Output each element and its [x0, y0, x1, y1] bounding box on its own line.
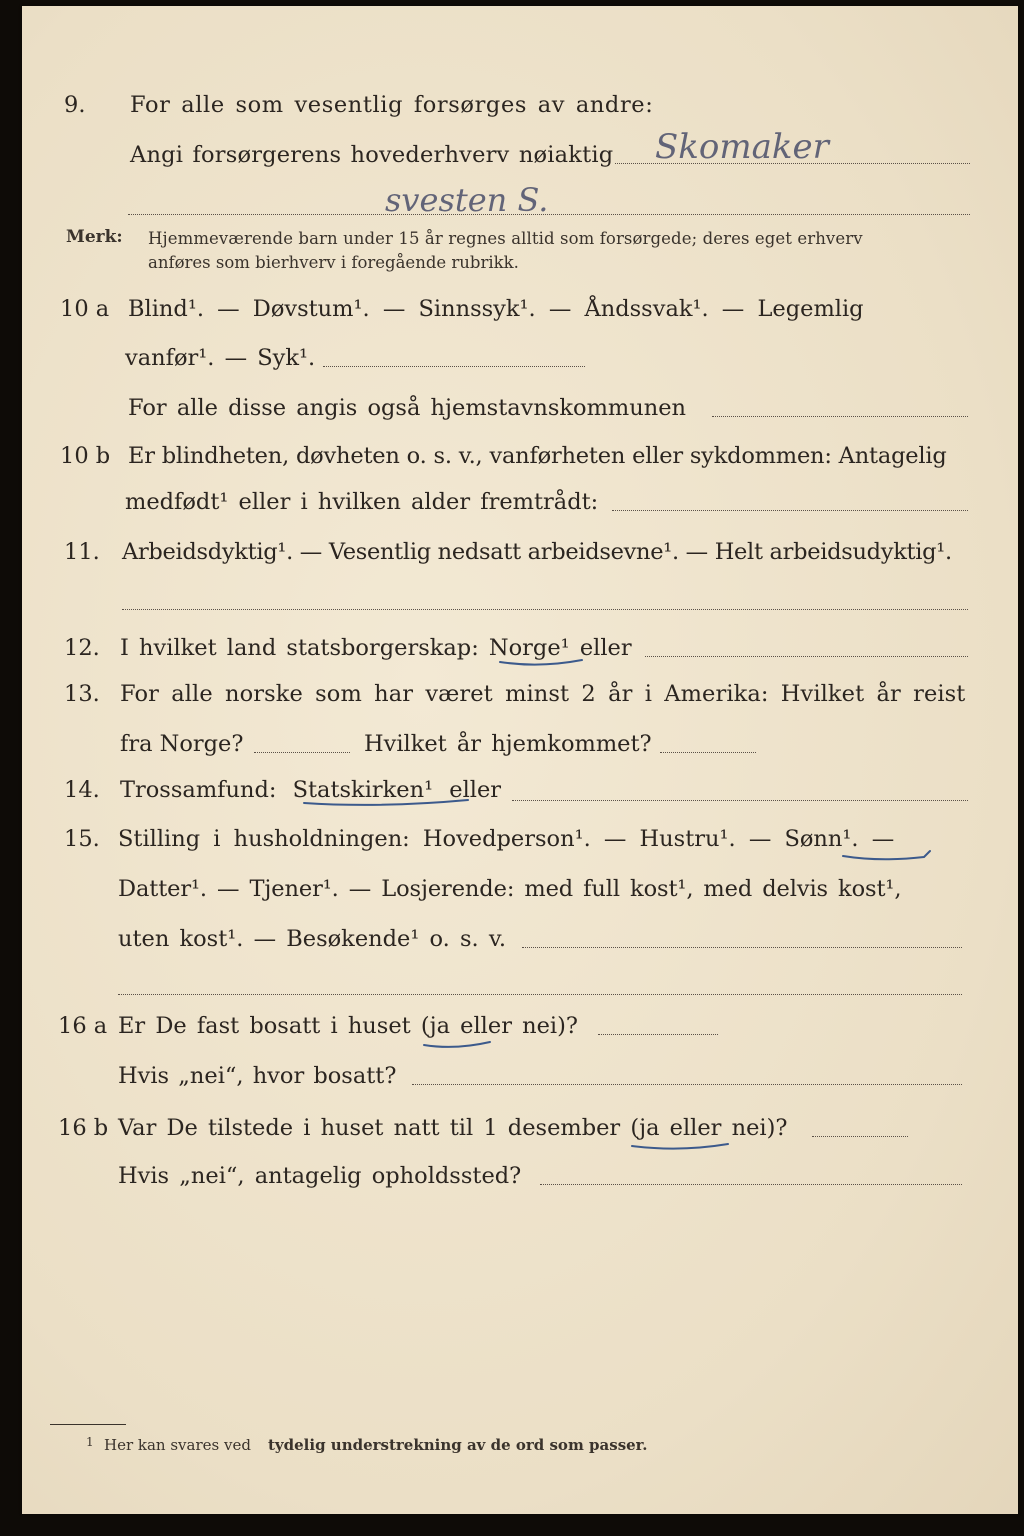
- q10b-answer-line: [612, 510, 968, 511]
- q10b-line2: medfødt¹ eller i hvilken alder fremtrådt:: [125, 489, 599, 515]
- q13-line2b: Hvilket år hjemkommet?: [364, 731, 652, 757]
- merk-line2: anføres som bierhverv i foregående rubrikk.: [148, 253, 519, 272]
- q16b-line1: Var De tilstede i huset natt til 1 desember (ja eller nei)?: [118, 1115, 788, 1141]
- q13-return-line: [660, 752, 756, 753]
- q16a-line2: Hvis „nei“, hvor bosatt?: [118, 1063, 397, 1089]
- q13-departure-line: [254, 752, 350, 753]
- q14-answer-line: [512, 800, 968, 801]
- q15-answer-line: [522, 947, 962, 948]
- q16a-answer-line: [598, 1034, 718, 1035]
- q16a-number: 16 a: [58, 1013, 108, 1039]
- q15-number: 15.: [64, 826, 100, 852]
- q12-number: 12.: [64, 635, 100, 661]
- q10b-line1: Er blindheten, døvheten o. s. v., vanførheten eller sykdommen: Antagelig: [128, 443, 947, 469]
- q14-number: 14.: [64, 777, 100, 803]
- q16a-line1: Er De fast bosatt i huset (ja eller nei)?: [118, 1013, 578, 1039]
- footnote-text-a: Her kan svares ved: [104, 1436, 251, 1454]
- q9-line2: Angi forsørgerens hovederhverv nøiaktig: [130, 142, 614, 168]
- q13-line1: For alle norske som har været minst 2 år i Amerika: Hvilket år reist: [120, 681, 966, 707]
- q16b-answer-line: [812, 1136, 908, 1137]
- footnote-mark: 1: [86, 1435, 94, 1449]
- q10a-line3: For alle disse angis også hjemstavnskommunen: [128, 395, 687, 421]
- q15-line3: uten kost¹. — Besøkende¹ o. s. v.: [118, 926, 507, 952]
- q10b-number: 10 b: [60, 443, 111, 469]
- q10a-number: 10 a: [60, 296, 110, 322]
- q15-line1: Stilling i husholdningen: Hovedperson¹. — Hustru¹. — Sønn¹. —: [118, 826, 895, 852]
- q10a-answer-line: [323, 366, 585, 367]
- q16a-residence-line: [412, 1084, 962, 1085]
- footnote-rule: [50, 1424, 126, 1425]
- q12-answer-line: [645, 656, 968, 657]
- q9-handwritten-answer1: Skomaker: [655, 127, 829, 167]
- q16b-location-line: [540, 1184, 962, 1185]
- merk-label: Merk:: [66, 227, 123, 247]
- q15-line2: Datter¹. — Tjener¹. — Losjerende: med full kost¹, med delvis kost¹,: [118, 876, 902, 902]
- q14-line1: Trossamfund: Statskirken¹ eller: [120, 777, 502, 803]
- q9-number: 9.: [64, 92, 86, 118]
- q9-answer-line2: [128, 214, 970, 215]
- q9-handwritten-answer2: svesten S.: [385, 181, 549, 219]
- q9-line1: For alle som vesentlig forsørges av andre:: [130, 92, 654, 118]
- q13-line2a: fra Norge?: [120, 731, 244, 757]
- q10a-line2: vanfør¹. — Syk¹.: [125, 345, 316, 371]
- q10a-line1: Blind¹. — Døvstum¹. — Sinnssyk¹. — Åndssvak¹. — Legemlig: [128, 296, 864, 322]
- footnote-text-b: tydelig understrekning av de ord som passer.: [268, 1436, 648, 1454]
- q11-answer-line: [122, 609, 968, 610]
- q16b-number: 16 b: [58, 1115, 109, 1141]
- q16b-line2: Hvis „nei“, antagelig opholdssted?: [118, 1163, 522, 1189]
- q13-number: 13.: [64, 681, 100, 707]
- q11-line1: Arbeidsdyktig¹. — Vesentlig nedsatt arbeidsevne¹. — Helt arbeidsudyktig¹.: [122, 539, 952, 565]
- q12-line1: I hvilket land statsborgerskap: Norge¹ eller: [120, 635, 632, 661]
- q15-extra-line: [118, 994, 962, 995]
- q10a-hometown-line: [712, 416, 968, 417]
- q11-number: 11.: [64, 539, 100, 565]
- merk-line1: Hjemmeværende barn under 15 år regnes alltid som forsørgede; deres eget erhverv: [148, 229, 863, 248]
